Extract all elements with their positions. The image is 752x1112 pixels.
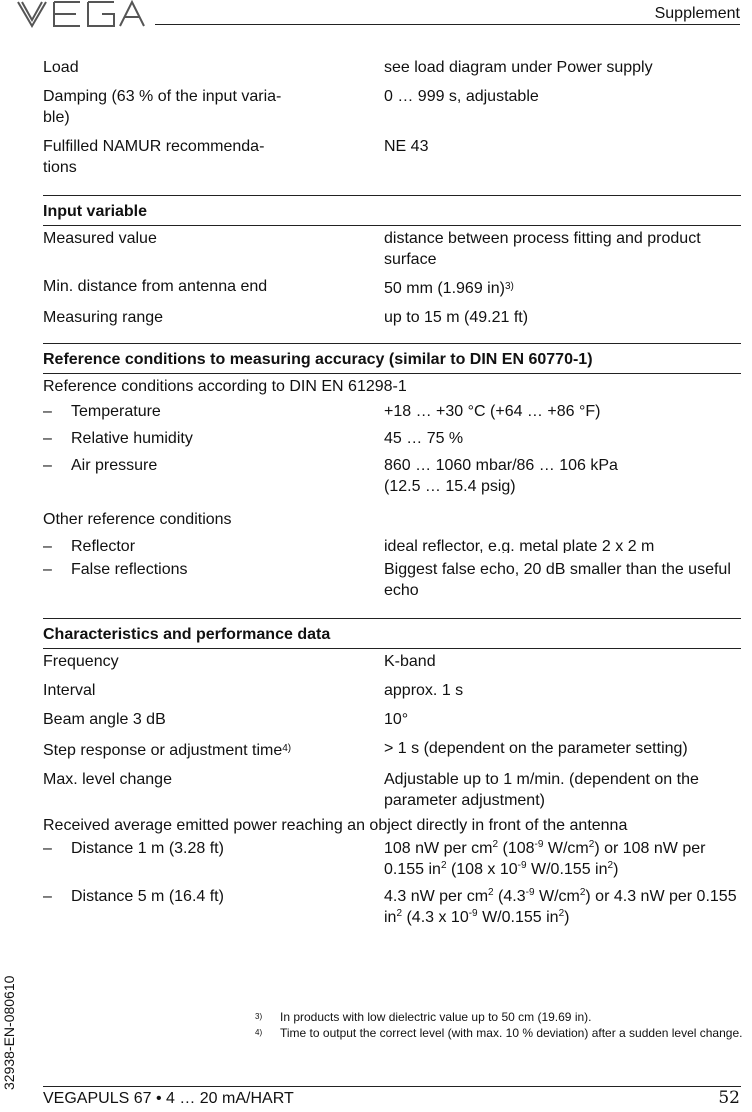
document-code: 32938-EN-080610 bbox=[1, 975, 17, 1090]
spec-row-damping: Damping (63 % of the input varia- ble) 0 … 999 s, adjustable bbox=[43, 88, 539, 126]
footnote: 4) Time to output the correct level (with max. 10 % deviation) after a sudden level change. bbox=[255, 1026, 743, 1040]
spec-row-max-level-change: Max. level change Adjustable up to 1 m/min. (dependent on the parameter adjustment) bbox=[43, 771, 699, 809]
footnote: 3) In products with low dielectric value up to 50 cm (19.69 in). bbox=[255, 1010, 592, 1024]
section-title-characteristics: Characteristics and performance data bbox=[43, 618, 741, 645]
section-rule bbox=[43, 225, 741, 226]
spec-row-humidity: – Relative humidity 45 … 75 % bbox=[43, 428, 741, 449]
spec-row-interval: Interval approx. 1 s bbox=[43, 682, 464, 699]
spec-row-air-pressure: – Air pressure 860 … 1060 mbar/86 … 106 kPa (12.5 … 15.4 psig) bbox=[43, 455, 741, 497]
footer-rule bbox=[43, 1086, 741, 1087]
spec-row-measured-value: Measured value distance between process fitting and product surface bbox=[43, 230, 701, 268]
spec-row-distance-1m: – Distance 1 m (3.28 ft) 108 nW per $cm^2$ ($108^{-9}$ $W/cm^2$) or 108 nW per 0.155 $in^2$ (108 x $10^{-9}$ W/0.155 $in^2$) bbox=[43, 838, 741, 880]
spec-row-distance-5m: – Distance 5 m (16.4 ft) 4.3 nW per $cm^2$ ($4.3^{-9}$ $W/cm^2$) or 4.3 nW per 0.155 $in^2$ (4.3 x $10^{-9}$ W/0.155 $in^2$) bbox=[43, 886, 741, 928]
spec-row-load: Load see load diagram under Power supply bbox=[43, 59, 653, 76]
emitted-power-intro: Received average emitted power reaching an object directly in front of the antenna bbox=[43, 817, 628, 834]
footnotes bbox=[255, 1009, 745, 1041]
spec-row-min-distance: Min. distance from antenna end 50 mm (1.969 in)$^{3)}$ bbox=[43, 278, 514, 297]
spec-row-temperature: – Temperature +18 … +30 °C (+64 … +86 °F) bbox=[43, 401, 741, 422]
footer-title: VEGAPULS 67 • 4 … 20 mA/HART bbox=[43, 1090, 294, 1107]
section-title-reference: Reference conditions to measuring accuracy (similar to DIN EN 60770-1) bbox=[43, 343, 741, 370]
spec-row-namur: Fulfilled NAMUR recommenda- tions NE 43 bbox=[43, 138, 429, 176]
spec-row-beam-angle: Beam angle 3 dB 10° bbox=[43, 711, 409, 728]
reference-intro: Reference conditions according to DIN EN 61298-1 bbox=[43, 378, 407, 395]
spec-row-measuring-range: Measuring range up to 15 m (49.21 ft) bbox=[43, 309, 529, 326]
footnote-ref: 3) bbox=[504, 281, 514, 292]
header-rule bbox=[155, 24, 740, 25]
page-number: 52 bbox=[718, 1088, 740, 1108]
section-title-input: Input variable bbox=[43, 195, 741, 222]
header-label: Supplement bbox=[654, 5, 740, 22]
spec-content bbox=[43, 57, 741, 928]
other-reference-heading: Other reference conditions bbox=[43, 511, 232, 528]
section-rule bbox=[43, 373, 741, 374]
section-rule bbox=[43, 648, 741, 649]
spec-row-reflector: – Reflector ideal reflector, e.g. metal plate 2 x 2 m bbox=[43, 536, 741, 553]
spec-row-false-reflections: – False reflections Biggest false echo, 20 dB smaller than the useful echo bbox=[43, 559, 741, 601]
spec-row-frequency: Frequency K-band bbox=[43, 653, 436, 670]
spec-row-step-response: Step response or adjustment time$^{4)}$ > 1 s (dependent on the parameter setting) bbox=[43, 740, 688, 759]
vega-logo bbox=[10, 0, 150, 28]
footnote-ref: 4) bbox=[282, 743, 292, 754]
